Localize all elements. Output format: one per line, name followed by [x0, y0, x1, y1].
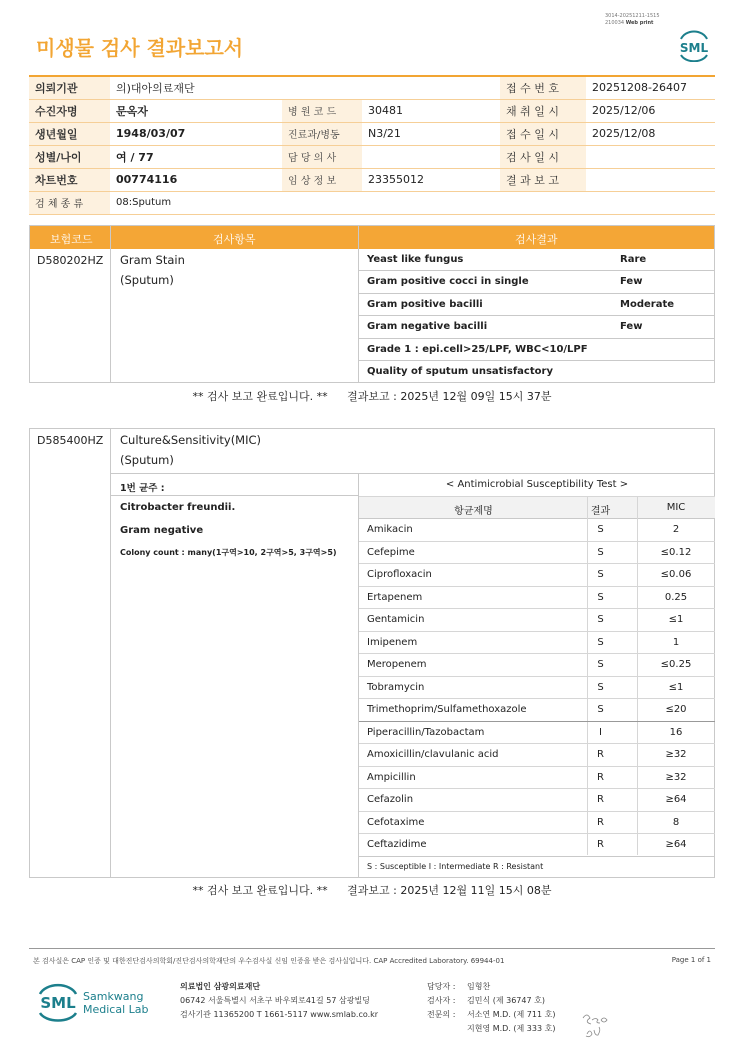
antibiotic-row — [359, 834, 715, 857]
antibiotic-mic: 2 — [672, 524, 680, 535]
antibiotic-result: R — [597, 839, 604, 850]
gram-result-name: Gram negative bacilli — [367, 321, 488, 332]
logo-text: SML — [40, 994, 76, 1012]
antibiotic-result: R — [597, 816, 604, 828]
value-clinical-info: 23355012 — [362, 168, 500, 191]
divider — [111, 474, 359, 496]
test-item-specimen: (Sputum) — [120, 453, 174, 467]
sml-logo-icon — [675, 26, 713, 62]
antibiotic-mic: 0.25 — [664, 591, 688, 603]
samkwang-logo-icon — [36, 980, 176, 1024]
value-birth-date: 1948/03/07 — [110, 122, 282, 145]
antibiotic-name: Cefepime — [367, 546, 415, 558]
web-print-label: Web print — [625, 20, 654, 26]
label-department: 진료과/병동 — [282, 122, 362, 145]
antibiotic-result: S — [597, 546, 604, 558]
antibiotic-name: Tobramycin — [367, 681, 425, 693]
label-chart-no: 차트번호 — [29, 168, 110, 191]
org-name: 의료법인 삼광의료재단 — [180, 982, 261, 991]
report-complete-line — [0, 882, 744, 898]
gram-stain-section — [29, 225, 715, 383]
test-item-specimen: (Sputum) — [120, 273, 174, 287]
col-result: 결과 — [590, 505, 611, 517]
gram-result-row — [359, 294, 715, 317]
gram-type: Gram negative — [120, 525, 204, 536]
label-birth-date: 생년월일 — [29, 122, 110, 145]
antibiotic-name: Imipenem — [367, 636, 418, 648]
gram-result-value: Few — [620, 321, 643, 332]
organism-name: Citrobacter freundii. — [120, 502, 236, 513]
ast-column-header — [359, 497, 715, 520]
value-patient-name: 문옥자 — [110, 99, 282, 122]
report-complete-text: ** 검사 보고 완료입니다. ** — [192, 390, 328, 403]
antibiotic-row — [359, 699, 715, 722]
doc-code-2: 210034 — [605, 20, 625, 26]
antibiotic-mic: 8 — [672, 816, 680, 828]
gram-result-value: Few — [620, 276, 643, 287]
signature-icon — [577, 1008, 617, 1042]
lab-address — [180, 980, 378, 1022]
col-mic: MIC — [666, 501, 686, 513]
antibiotic-result: S — [597, 614, 604, 625]
gram-result-row — [359, 249, 715, 272]
insurance-code: D585400HZ — [37, 434, 104, 447]
gram-result-row — [359, 271, 715, 294]
label-specimen: 검 체 종 류 — [29, 191, 110, 214]
label-physician: 담 당 의 사 — [282, 145, 362, 168]
divider — [111, 451, 715, 474]
contact-info: 검사기관 11365200 T 1661-5117 www.smlab.co.kr — [180, 1010, 379, 1019]
insurance-code: D580202HZ — [37, 254, 104, 267]
antibiotic-result: S — [597, 524, 604, 535]
value-test-date — [586, 145, 715, 168]
antibiotic-name: Piperacillin/Tazobactam — [367, 726, 485, 738]
page-title: 미생물 검사 결과보고서 — [36, 36, 244, 60]
specialist-name-2: 지현영 M.D. (제 333 호) — [467, 1024, 556, 1033]
gram-result-row — [359, 316, 715, 339]
street-address: 06742 서울특별시 서초구 바우뫼로41길 57 삼광빌딩 — [180, 996, 370, 1005]
specialist-name-1: 서소연 M.D. (제 711 호) — [467, 1010, 556, 1019]
result-table-header — [30, 226, 714, 249]
antibiotic-mic: ≤0.25 — [660, 659, 692, 670]
antibiotic-row — [359, 767, 715, 790]
value-requester: 의)대아의료재단 — [110, 76, 500, 99]
antibiotic-name: Trimethoprim/Sulfamethoxazole — [367, 704, 527, 715]
logo-text: SML — [679, 41, 709, 55]
value-sex-age: 여 / 77 — [110, 145, 282, 168]
antibiotic-mic: ≤0.12 — [660, 546, 692, 558]
value-receipt-date: 2025/12/08 — [586, 122, 715, 145]
antibiotic-row — [359, 587, 715, 610]
antibiotic-result: S — [597, 569, 604, 580]
label-test-date: 검 사 일 시 — [500, 145, 586, 168]
value-hospital-code: 30481 — [362, 99, 500, 122]
test-item-name: Culture&Sensitivity(MIC) — [120, 433, 262, 447]
antibiotic-mic: ≥64 — [665, 839, 687, 850]
label-patient-name: 수진자명 — [29, 99, 110, 122]
tester-label: 검사자 : — [427, 996, 456, 1005]
legend-row — [359, 856, 715, 879]
susceptibility-legend: S : Susceptible I : Intermediate R : Resistant — [367, 862, 544, 871]
manager-label: 담당자 : — [427, 982, 456, 991]
antibiotic-mic: 16 — [669, 726, 683, 738]
culture-section — [29, 428, 715, 878]
gram-result-value: Moderate — [620, 298, 675, 310]
antibiotic-row — [359, 722, 715, 745]
antibiotic-row — [359, 789, 715, 812]
antibiotic-mic: ≥32 — [665, 749, 687, 760]
antibiotic-name: Ciprofloxacin — [367, 569, 432, 580]
signatories — [427, 980, 555, 1036]
antibiotic-mic: ≤20 — [665, 704, 687, 715]
antibiotic-name: Ampicillin — [367, 771, 416, 783]
value-specimen: 08:Sputum — [110, 191, 715, 214]
report-datetime: 결과보고 : 2025년 12월 09일 15시 37분 — [347, 390, 552, 403]
value-report-date — [586, 168, 715, 191]
antibiotic-mic: ≤0.06 — [660, 569, 692, 580]
antibiotic-mic: ≤1 — [668, 614, 684, 625]
test-item-name: Gram Stain — [120, 253, 185, 267]
info-row — [29, 145, 715, 168]
antibiotic-row — [359, 632, 715, 655]
specialist-label: 전문의 : — [427, 1010, 456, 1019]
antibiotic-mic: ≥64 — [665, 794, 687, 805]
ast-title: < Antimicrobial Susceptibility Test > — [445, 479, 629, 490]
brand-line-1: Samkwang — [83, 990, 144, 1003]
gram-result-name: Quality of sputum unsatisfactory — [367, 366, 553, 377]
label-collection-date: 채 취 일 시 — [500, 99, 586, 122]
antibiotic-name: Gentamicin — [367, 614, 425, 625]
antibiotic-mic: ≤1 — [668, 681, 684, 693]
antibiotic-row — [359, 812, 715, 835]
header-test-item: 검사항목 — [213, 233, 256, 246]
antibiotic-name: Ertapenem — [367, 591, 423, 603]
info-row — [29, 99, 715, 122]
gram-result-value: Rare — [620, 253, 647, 265]
report-complete-text: ** 검사 보고 완료입니다. ** — [192, 884, 328, 897]
antibiotic-result: S — [597, 704, 604, 715]
antibiotic-result: I — [599, 726, 602, 738]
ast-title-row — [359, 474, 715, 497]
header-test-result: 검사결과 — [515, 233, 558, 246]
antibiotic-result: S — [597, 636, 604, 648]
manager-name: 임형찬 — [467, 982, 491, 991]
tester-name: 김민식 (제 36747 호) — [467, 996, 545, 1005]
antibiotic-name: Meropenem — [367, 659, 427, 670]
label-hospital-code: 병 원 코 드 — [282, 99, 362, 122]
report-datetime: 결과보고 : 2025년 12월 11일 15시 08분 — [347, 884, 552, 897]
antibiotic-row — [359, 519, 715, 542]
gram-result-name: Gram positive cocci in single — [367, 276, 529, 287]
antibiotic-row — [359, 744, 715, 767]
label-report-date: 결 과 보 고 — [500, 168, 586, 191]
antibiotic-result: S — [597, 681, 604, 693]
isolate-label: 1번 균주 : — [120, 483, 165, 494]
col-drug: 항균제명 — [454, 505, 493, 517]
antibiotic-name: Cefotaxime — [367, 816, 425, 828]
doc-code-1: 3014-20251211-1515 — [605, 13, 660, 19]
gram-result-name: Grade 1 : epi.cell>25/LPF, WBC<10/LPF — [367, 343, 588, 355]
label-receipt-date: 접 수 일 시 — [500, 122, 586, 145]
value-chart-no: 00774116 — [110, 168, 282, 191]
antibiotic-row — [359, 609, 715, 632]
report-complete-line — [0, 388, 744, 404]
header-insurance-code: 보험코드 — [50, 233, 93, 246]
gram-result-name: Gram positive bacilli — [367, 298, 483, 310]
brand-line-2: Medical Lab — [83, 1003, 149, 1016]
info-row — [29, 191, 715, 214]
info-row — [29, 122, 715, 145]
gram-result-row — [359, 361, 715, 384]
antibiotic-row — [359, 677, 715, 700]
value-department: N3/21 — [362, 122, 500, 145]
antibiotic-result: R — [597, 794, 604, 805]
info-row — [29, 76, 715, 99]
gram-result-name: Yeast like fungus — [367, 253, 464, 265]
value-accession-no: 20251208-26407 — [586, 76, 715, 99]
footer-divider — [29, 948, 715, 949]
antibiotic-result: R — [597, 771, 604, 783]
colony-count: Colony count : many(1구역>10, 2구역>5, 3구역>5) — [120, 548, 337, 557]
antibiotic-mic: ≥32 — [665, 771, 687, 783]
page-number: Page 1 of 1 — [671, 956, 711, 964]
antibiotic-result: R — [597, 749, 604, 760]
label-requester: 의뢰기관 — [29, 76, 110, 99]
antibiotic-name: Amoxicillin/clavulanic acid — [367, 749, 499, 760]
antibiotic-row — [359, 654, 715, 677]
antibiotic-mic: 1 — [672, 636, 680, 648]
value-physician — [362, 145, 500, 168]
label-sex-age: 성별/나이 — [29, 145, 110, 168]
antibiotic-row — [359, 564, 715, 587]
antibiotic-name: Amikacin — [367, 524, 413, 535]
antibiotic-row — [359, 542, 715, 565]
antibiotic-name: Ceftazidime — [367, 839, 427, 850]
antibiotic-name: Cefazolin — [367, 794, 414, 805]
value-collection-date: 2025/12/06 — [586, 99, 715, 122]
column-divider — [110, 226, 111, 382]
document-code — [605, 13, 660, 27]
certification-text: 본 검사실은 CAP 인증 및 대한진단검사의학회/진단검사의학재단의 우수검사실 신임 인증을 받은 검사실입니다. CAP Accredited Laboratory. 69944-01 — [33, 957, 505, 965]
label-clinical-info: 임 상 정 보 — [282, 168, 362, 191]
info-row — [29, 168, 715, 191]
label-accession-no: 접 수 번 호 — [500, 76, 586, 99]
gram-result-row — [359, 339, 715, 362]
column-divider — [110, 429, 111, 877]
antibiotic-result: S — [597, 591, 604, 603]
patient-info-table — [29, 75, 715, 215]
antibiotic-result: S — [597, 659, 604, 670]
